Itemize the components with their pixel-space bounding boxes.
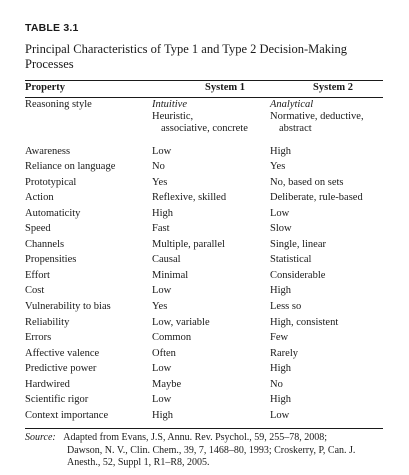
cell-property: Affective valence	[25, 347, 100, 359]
cell-system-2: High	[270, 285, 291, 297]
cell-property: Automaticity	[25, 207, 81, 219]
cell-system-1	[152, 99, 248, 136]
cell-system-1: Low	[152, 363, 172, 375]
table-header-row	[25, 82, 383, 96]
cell-system-1: Low, variable	[152, 316, 210, 328]
cell-system-2: High	[270, 145, 291, 157]
cell-property: Action	[25, 192, 54, 204]
header-system-1: System 1	[205, 82, 245, 93]
cell-system-2: Deliberate, rule-based	[270, 192, 363, 204]
cell-system-2: High	[270, 394, 291, 406]
cell-line: Normative, deductive,	[270, 111, 364, 123]
header-system-2: System 2	[313, 82, 353, 93]
cell-system-2: Slow	[270, 223, 292, 235]
cell-system-1: Causal	[152, 254, 181, 266]
cell-line: Analytical	[270, 99, 314, 110]
cell-system-1: Yes	[152, 301, 168, 312]
cell-system-1: High	[152, 409, 173, 421]
cell-system-1: Fast	[152, 223, 170, 235]
cell-system-1: High	[152, 207, 173, 219]
cell-property: Reliability	[25, 316, 70, 328]
cell-line: Intuitive	[152, 99, 187, 110]
cell-system-2: Yes	[270, 161, 286, 173]
cell-system-1: Multiple, parallel	[152, 238, 225, 250]
source-line: Anesth., 52, Suppl 1, R1–R8, 2005.	[67, 457, 210, 468]
source-line: Dawson, N. V., Clin. Chem., 39, 7, 1468–80, 1993; Croskerry, P, Can. J.	[67, 444, 356, 456]
source-text: Adapted from Evans, J.S, Annu. Rev. Psychol., 59, 255–78, 2008;	[63, 432, 328, 443]
cell-system-2: Low	[270, 207, 290, 219]
cell-system-2: Single, linear	[270, 238, 326, 250]
cell-system-1: Often	[152, 347, 176, 359]
cell-system-2: Few	[270, 332, 289, 344]
cell-system-1: No	[152, 161, 165, 173]
cell-property: Awareness	[25, 145, 71, 157]
cell-property: Hardwired	[25, 378, 70, 390]
cell-system-2: No, based on sets	[270, 176, 344, 188]
table-label: TABLE 3.1	[25, 22, 79, 34]
source-line	[25, 432, 383, 445]
cell-system-1: Low	[152, 145, 172, 157]
cell-line: Heuristic,	[152, 111, 194, 123]
cell-system-1: Low	[152, 285, 172, 297]
cell-property: Cost	[25, 285, 45, 297]
cell-system-1: Maybe	[152, 378, 182, 390]
cell-system-1: Reflexive, skilled	[152, 192, 227, 204]
cell-line: abstract	[279, 123, 312, 135]
cell-property: Channels	[25, 238, 65, 250]
cell-property: Reasoning style	[25, 99, 92, 110]
cell-system-2: Low	[270, 409, 290, 421]
cell-system-1: Common	[152, 332, 192, 344]
cell-property: Propensities	[25, 254, 77, 266]
cell-property: Errors	[25, 332, 52, 344]
cell-property: Predictive power	[25, 363, 97, 375]
cell-property: Speed	[25, 223, 51, 235]
cell-property: Effort	[25, 269, 50, 281]
cell-system-1: Minimal	[152, 269, 189, 281]
top-rule	[25, 80, 383, 81]
cell-system-1: Yes	[152, 176, 168, 188]
cell-property: Prototypical	[25, 176, 77, 188]
cell-property: Reliance on language	[25, 161, 116, 173]
cell-property: Vulnerability to bias	[25, 301, 111, 312]
cell-system-2: High	[270, 363, 291, 375]
cell-system-2: Less so	[270, 301, 302, 312]
cell-property: Scientific rigor	[25, 394, 89, 406]
cell-system-2: Rarely	[270, 347, 298, 359]
source-note	[25, 432, 383, 470]
source-label: Source:	[25, 432, 56, 443]
cell-system-2: High, consistent	[270, 316, 339, 328]
header-property: Property	[25, 82, 66, 93]
cell-system-2: Statistical	[270, 254, 312, 266]
cell-line: associative, concrete	[161, 123, 248, 135]
cell-property: Context importance	[25, 409, 109, 421]
cell-system-1: Low	[152, 394, 172, 406]
cell-system-2	[270, 99, 364, 136]
cell-system-2: Considerable	[270, 269, 326, 281]
cell-system-2: No	[270, 378, 283, 390]
header-rule	[25, 97, 383, 98]
table-caption: Principal Characteristics of Type 1 and Type 2 Decision-Making Processes	[25, 42, 348, 71]
bottom-rule	[25, 428, 383, 429]
